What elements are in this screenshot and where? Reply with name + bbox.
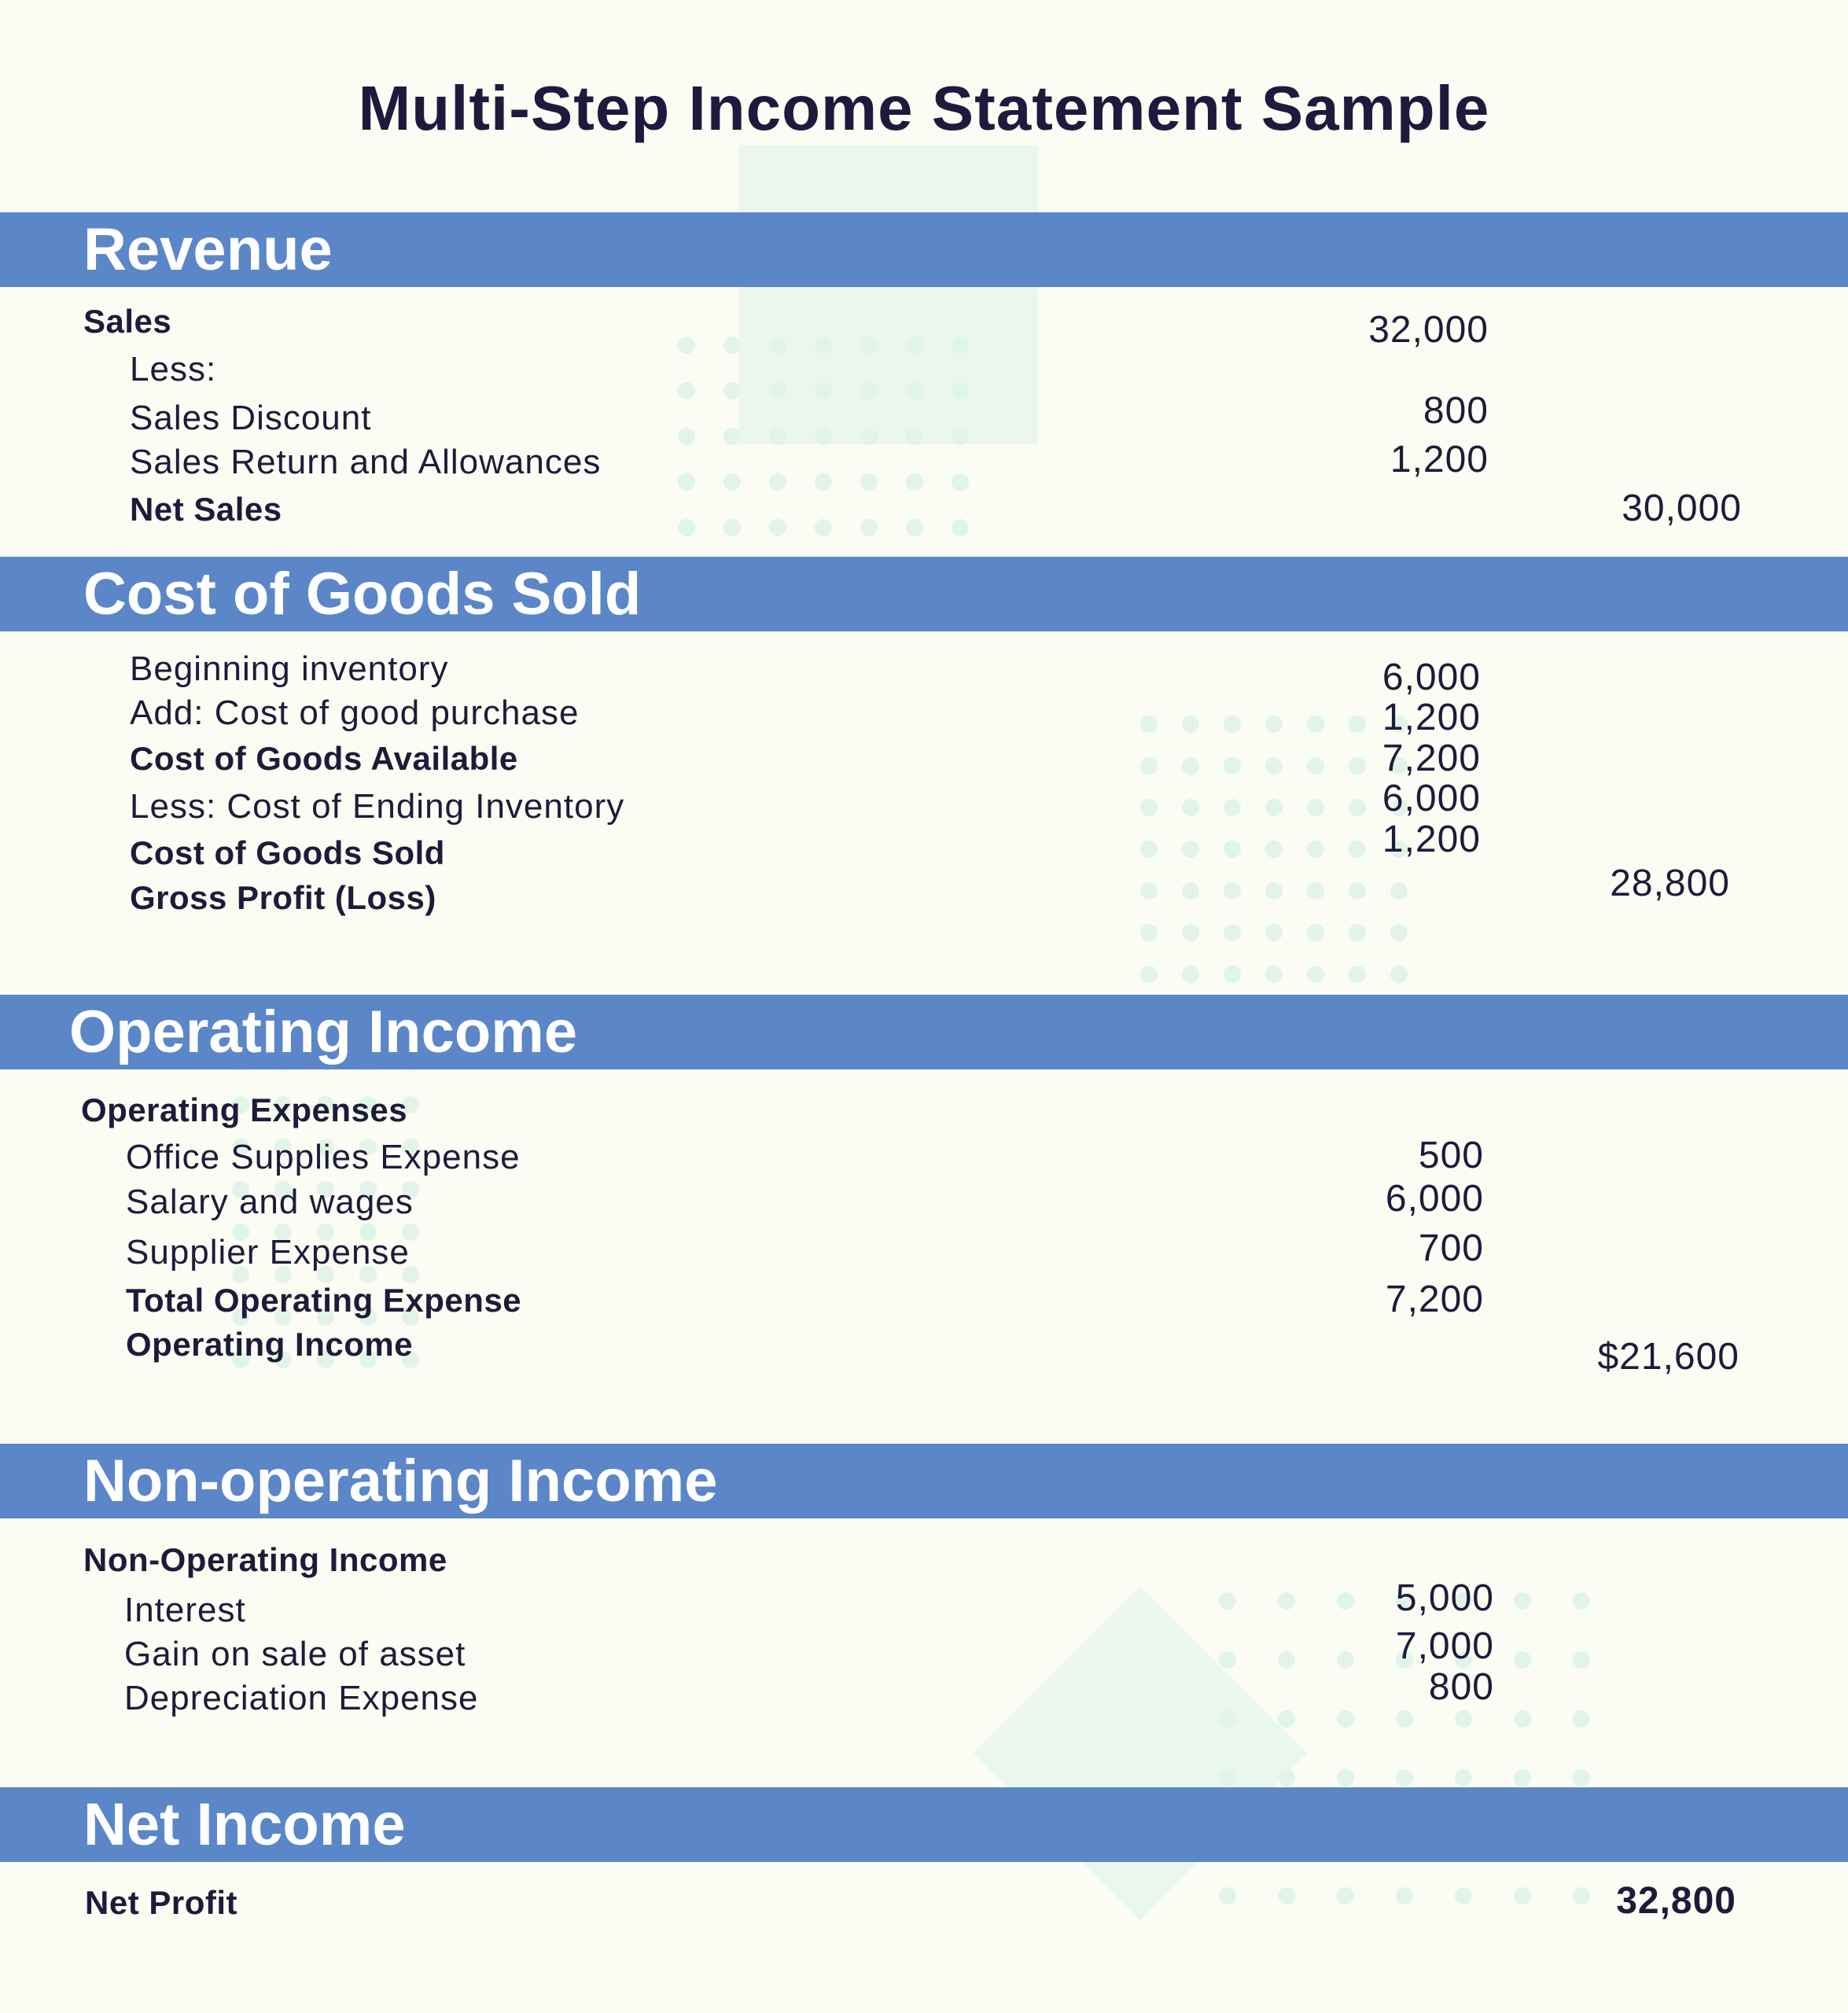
decorative-dot — [1573, 1710, 1590, 1728]
non-operating-income-label: Non-Operating Income — [83, 1541, 447, 1578]
decorative-dot — [1396, 1769, 1413, 1787]
operating-expenses-label: Operating Expenses — [81, 1091, 408, 1128]
decorative-dot — [1224, 924, 1241, 941]
decorative-dot — [769, 428, 786, 445]
salary-label: Salary and wages — [126, 1183, 414, 1221]
section-header-non-operating — [0, 1444, 1848, 1518]
cogs-value: 1,200 — [1382, 819, 1481, 860]
sales-label: Sales — [83, 303, 172, 340]
supplier-expense-value: 700 — [1418, 1227, 1484, 1269]
gross-profit-value: 28,800 — [1610, 863, 1730, 904]
section-title: Cost of Goods Sold — [83, 561, 642, 627]
decorative-dot — [1278, 1887, 1295, 1904]
office-supplies-value: 500 — [1418, 1135, 1484, 1176]
decorative-dot — [1573, 1651, 1590, 1669]
gross-profit-label: Gross Profit (Loss) — [130, 879, 436, 916]
decorative-dot — [906, 473, 923, 491]
decorative-dot — [769, 519, 786, 536]
decorative-dot — [1140, 924, 1158, 941]
decorative-dot — [1337, 1887, 1354, 1904]
decorative-dot — [678, 337, 695, 354]
decorative-dot — [906, 337, 923, 354]
depreciation-label: Depreciation Expense — [124, 1679, 479, 1717]
decorative-dot — [1455, 1769, 1472, 1787]
decorative-dot — [678, 428, 695, 445]
decorative-dot — [1307, 882, 1324, 900]
beginning-inventory-value: 6,000 — [1382, 657, 1481, 698]
salary-value: 6,000 — [1385, 1178, 1484, 1220]
decorative-dot — [815, 473, 832, 491]
decorative-dot — [952, 428, 969, 445]
decorative-dot — [723, 473, 741, 491]
decorative-dot — [723, 428, 741, 445]
section-title: Revenue — [83, 216, 333, 283]
less-label: Less: — [130, 350, 217, 388]
operating-income-label: Operating Income — [126, 1326, 414, 1363]
goods-available-label: Cost of Goods Available — [130, 740, 518, 777]
decorative-dot — [1278, 1769, 1295, 1787]
decorative-square — [739, 145, 1038, 444]
decorative-dot — [1182, 882, 1199, 900]
decorative-dot — [769, 337, 786, 354]
decorative-dot — [1455, 1710, 1472, 1728]
sales-returns-label: Sales Return and Allowances — [130, 443, 602, 481]
decorative-dot — [1396, 1710, 1413, 1728]
section-title: Operating Income — [69, 999, 578, 1065]
section-header-cogs — [0, 557, 1848, 631]
decorative-dot — [860, 473, 878, 491]
decorative-dot — [952, 337, 969, 354]
cogs-label: Cost of Goods Sold — [130, 834, 445, 871]
section-title: Net Income — [83, 1791, 406, 1858]
decorative-dot — [723, 382, 741, 399]
decorative-dot — [1573, 1592, 1590, 1610]
decorative-dot — [678, 382, 695, 399]
supplier-expense-label: Supplier Expense — [126, 1233, 410, 1271]
decorative-dot — [1140, 882, 1158, 900]
decorative-dot — [952, 473, 969, 491]
decorative-dot — [678, 473, 695, 491]
sales-discount-value: 800 — [1423, 390, 1489, 432]
ending-inventory-label: Less: Cost of Ending Inventory — [130, 787, 625, 826]
decorative-dot — [1514, 1651, 1531, 1669]
decorative-dot — [1140, 716, 1158, 733]
decorative-dot — [1337, 1769, 1354, 1787]
decorative-dot — [769, 382, 786, 399]
interest-value: 5,000 — [1395, 1577, 1494, 1619]
decorative-dot — [723, 337, 741, 354]
decorative-dot — [1140, 757, 1158, 775]
purchase-label: Add: Cost of good purchase — [130, 694, 580, 732]
decorative-dot — [906, 519, 923, 536]
decorative-dot — [952, 519, 969, 536]
decorative-dot — [1337, 1710, 1354, 1728]
decorative-dot — [1349, 966, 1366, 983]
decorative-dot — [1265, 966, 1283, 983]
section-title: Non-operating Income — [83, 1448, 718, 1514]
decorative-dot — [1140, 841, 1158, 858]
decorative-dot — [678, 519, 695, 536]
decorative-dot — [1219, 1887, 1236, 1904]
decorative-dot — [1573, 1769, 1590, 1787]
decorative-dot — [1514, 1710, 1531, 1728]
decorative-dot — [815, 428, 832, 445]
decorative-dot — [815, 519, 832, 536]
decorative-dot — [1349, 882, 1366, 900]
decorative-dot — [1514, 1592, 1531, 1610]
decorative-dot — [769, 473, 786, 491]
section-header-net-income — [0, 1787, 1848, 1862]
decorative-dot — [1182, 924, 1199, 941]
office-supplies-label: Office Supplies Expense — [126, 1138, 521, 1176]
decorative-dot — [860, 519, 878, 536]
decorative-dot — [1224, 882, 1241, 900]
decorative-dot — [815, 382, 832, 399]
decorative-dot — [906, 428, 923, 445]
decorative-dot — [1224, 966, 1241, 983]
decorative-dot — [1140, 799, 1158, 816]
beginning-inventory-label: Beginning inventory — [130, 650, 449, 688]
decorative-dot — [1390, 966, 1408, 983]
decorative-dot — [1219, 1710, 1236, 1728]
decorative-dot — [1390, 882, 1408, 900]
total-operating-expense-value: 7,200 — [1385, 1279, 1484, 1320]
gain-on-sale-value: 7,000 — [1395, 1625, 1494, 1667]
sales-returns-value: 1,200 — [1390, 439, 1489, 480]
decorative-dot — [860, 382, 878, 399]
decorative-dot — [1140, 966, 1158, 983]
sales-discount-label: Sales Discount — [130, 399, 372, 437]
interest-label: Interest — [124, 1591, 246, 1629]
net-sales-label: Net Sales — [130, 491, 282, 528]
decorative-dot — [1278, 1710, 1295, 1728]
decorative-dot — [860, 428, 878, 445]
total-operating-expense-label: Total Operating Expense — [126, 1282, 522, 1319]
decorative-dot — [1265, 924, 1283, 941]
sales-value: 32,000 — [1368, 309, 1489, 351]
page-title: Multi-Step Income Statement Sample — [358, 73, 1490, 143]
decorative-dot — [815, 337, 832, 354]
net-sales-value: 30,000 — [1622, 488, 1742, 529]
decorative-dot — [1390, 924, 1408, 941]
depreciation-value: 800 — [1428, 1666, 1494, 1708]
decorative-dot — [860, 337, 878, 354]
section-header-operating — [0, 995, 1848, 1069]
decorative-dot — [952, 382, 969, 399]
decorative-dot — [1265, 882, 1283, 900]
goods-available-value: 7,200 — [1382, 738, 1481, 779]
decorative-dot — [1307, 924, 1324, 941]
decorative-dot — [1307, 966, 1324, 983]
gain-on-sale-label: Gain on sale of asset — [124, 1635, 466, 1673]
decorative-dot — [1219, 1769, 1236, 1787]
decorative-dot — [1396, 1887, 1413, 1904]
decorative-dot — [1349, 924, 1366, 941]
net-profit-label: Net Profit — [85, 1884, 237, 1921]
ending-inventory-value: 6,000 — [1382, 778, 1481, 819]
decorative-dot — [723, 519, 741, 536]
decorative-dot — [1514, 1769, 1531, 1787]
net-profit-value: 32,800 — [1616, 1880, 1736, 1922]
operating-income-value: $21,600 — [1597, 1336, 1739, 1378]
purchase-value: 1,200 — [1382, 697, 1481, 738]
section-header-revenue — [0, 212, 1848, 287]
decorative-dot — [1182, 966, 1199, 983]
decorative-dot — [906, 382, 923, 399]
